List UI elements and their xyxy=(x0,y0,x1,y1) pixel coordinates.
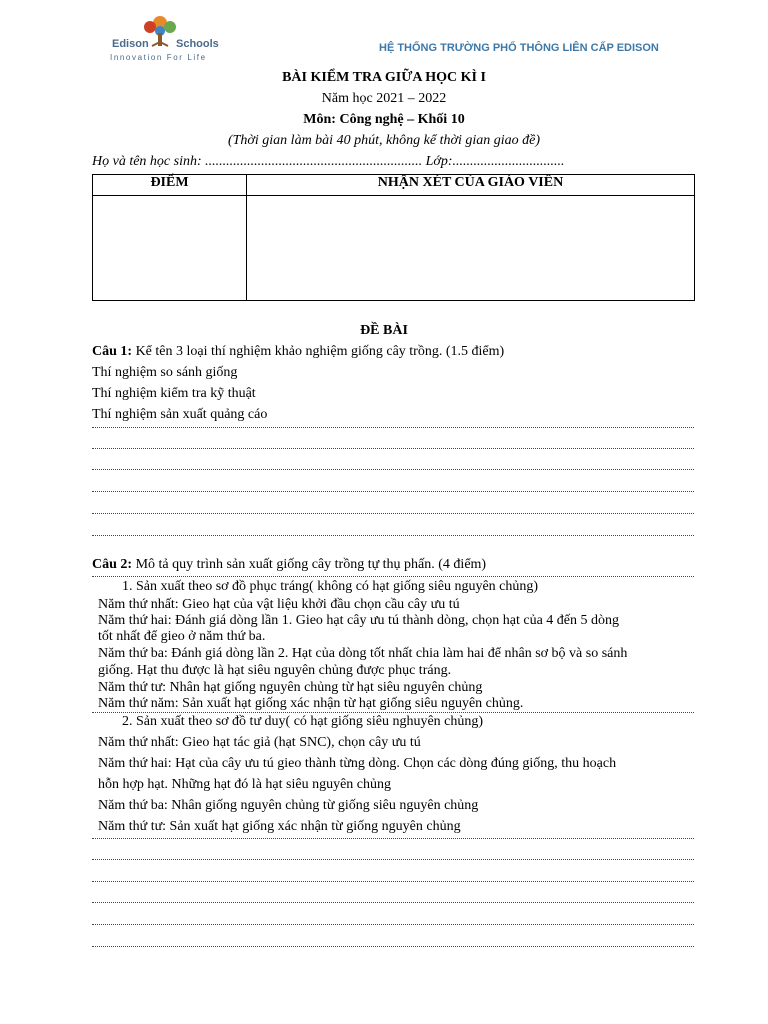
q1-answer-3: Thí nghiệm sản xuất quảng cáo xyxy=(92,407,268,422)
question-2-text: Mô tả quy trình sản xuất giống cây trồng tự thụ phấn. (4 điểm) xyxy=(135,557,487,572)
q2-part-2-line: hỗn hợp hạt. Những hạt đó là hạt siêu nguyên chủng xyxy=(98,777,391,792)
score-cell[interactable] xyxy=(93,196,247,301)
subject-label: Môn: xyxy=(303,112,336,127)
q2-part-2-line: Năm thứ nhất: Gieo hạt tác giả (hạt SNC), chọn cây ưu tú xyxy=(98,735,421,750)
q2-part-1-line: Năm thứ hai: Đánh giá dòng lần 1. Gieo hạt cây ưu tú thành dòng, chọn hạt của 4 đến 5 dòng xyxy=(98,613,620,628)
q2-part-2-line: Năm thứ tư: Sản xuất hạt giống xác nhận từ giống nguyên chủng xyxy=(98,819,461,834)
answer-line xyxy=(92,427,694,428)
question-1 xyxy=(92,343,504,360)
school-year: Năm học 2021 – 2022 xyxy=(321,91,447,106)
answer-line xyxy=(92,924,694,925)
subject-value: Công nghệ – Khối 10 xyxy=(339,112,465,127)
subject-line xyxy=(0,111,768,128)
q2-part-2-line: Năm thứ hai: Hạt của cây ưu tú gieo thành từng dòng. Chọn các dòng đúng giống, thu hoạch xyxy=(98,756,617,771)
answer-line xyxy=(92,448,694,449)
answer-line xyxy=(92,859,694,860)
answer-line xyxy=(92,902,694,903)
question-2 xyxy=(92,556,486,573)
answer-line xyxy=(92,576,694,577)
q2-part-1-line: Năm thứ tư: Nhân hạt giống nguyên chủng từ hạt siêu nguyên chủng xyxy=(98,680,483,695)
answer-line xyxy=(92,469,694,470)
question-2-label: Câu 2: xyxy=(92,557,133,572)
school-system-name: HỆ THỐNG TRƯỜNG PHỔ THÔNG LIÊN CẤP EDISON xyxy=(379,42,659,54)
q2-part-2-title: 2. Sản xuất theo sơ đồ tư duy( có hạt giống siêu nghuyên chủng) xyxy=(122,714,484,729)
time-note: (Thời gian làm bài 40 phút, không kể thời gian giao đề) xyxy=(227,133,541,148)
answer-line xyxy=(92,513,694,514)
question-1-label: Câu 1: xyxy=(92,344,133,359)
logo-tagline: Innovation For Life xyxy=(110,53,207,62)
comment-header: NHẬN XÉT CỦA GIÁO VIÊN xyxy=(247,175,695,196)
q2-part-1-line: Năm thứ năm: Sản xuất hạt giống xác nhận từ hạt giống siêu nguyên chủng. xyxy=(98,696,524,711)
q2-part-1-title: 1. Sản xuất theo sơ đồ phục tráng( không có hạt giống siêu nguyên chủng) xyxy=(122,579,539,594)
q2-part-1-line: giống. Hạt thu được là hạt siêu nguyên chủng được phục tráng. xyxy=(98,663,452,678)
school-logo xyxy=(108,14,228,66)
answer-line xyxy=(92,881,694,882)
question-1-text: Kể tên 3 loại thí nghiệm khảo nghiệm giống cây trồng. (1.5 điểm) xyxy=(135,344,505,359)
logo-name-right: Schools xyxy=(176,38,219,50)
grade-table xyxy=(92,174,695,301)
q2-part-1-line: tốt nhất để gieo ở năm thứ ba. xyxy=(98,629,266,644)
section-title: ĐỀ BÀI xyxy=(360,323,408,338)
q1-answer-2: Thí nghiệm kiểm tra kỹ thuật xyxy=(92,386,256,401)
q2-part-1-line: Năm thứ ba: Đánh giá dòng lần 2. Hạt của dòng tốt nhất chia làm hai để nhân sơ bộ và so sánh xyxy=(98,646,628,661)
comment-cell[interactable] xyxy=(247,196,695,301)
q2-part-2-line: Năm thứ ba: Nhân giống nguyên chủng từ giống siêu nguyên chủng xyxy=(98,798,479,813)
q1-answer-1: Thí nghiệm so sánh giống xyxy=(92,365,238,380)
score-header: ĐIỂM xyxy=(93,175,247,196)
student-name-line[interactable]: Họ và tên học sinh: .............................................................. Lớp:................................ xyxy=(92,154,565,169)
answer-line xyxy=(92,838,694,839)
q2-part-1-line: Năm thứ nhất: Gieo hạt của vật liệu khởi đầu chọn cầu cây ưu tú xyxy=(98,597,460,612)
logo-name-left: Edison xyxy=(112,38,149,50)
answer-line xyxy=(92,535,694,536)
answer-line xyxy=(92,946,694,947)
answer-line xyxy=(92,491,694,492)
exam-title: BÀI KIỂM TRA GIỮA HỌC KÌ I xyxy=(282,70,486,85)
